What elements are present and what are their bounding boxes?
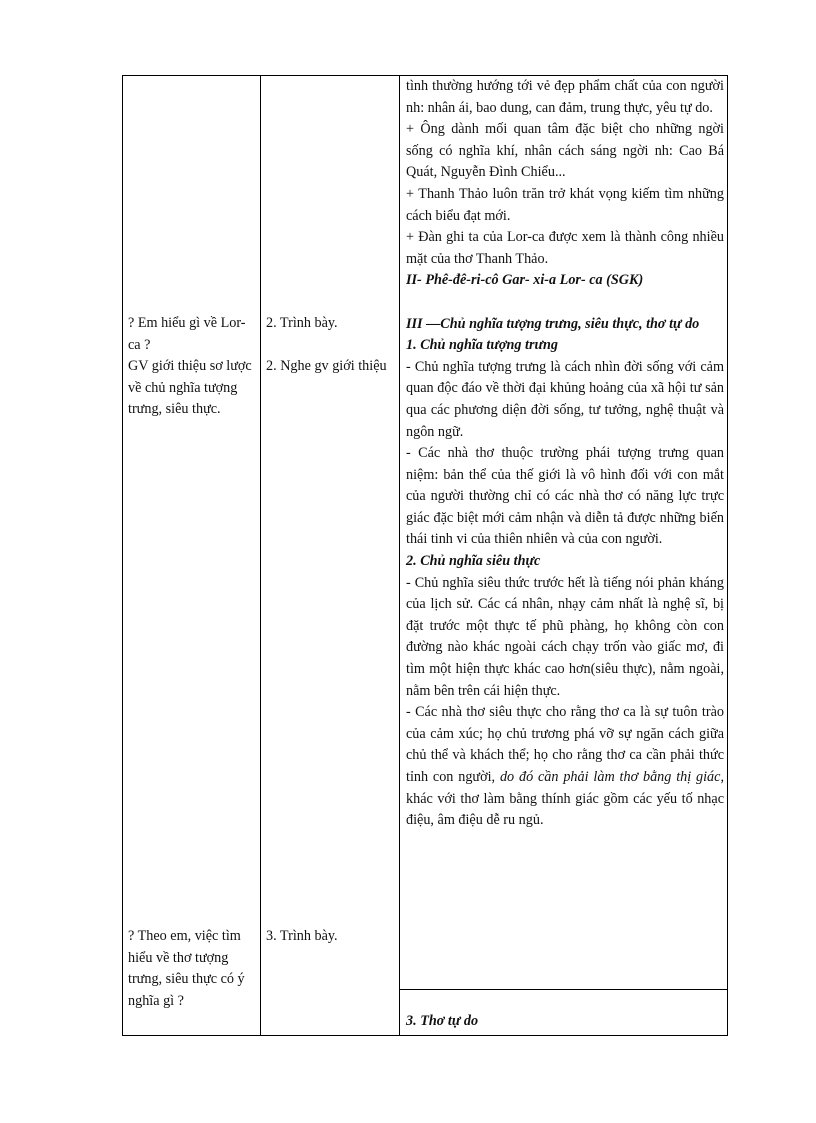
paragraph: - Các nhà thơ thuộc trường phái tượng trưng quan niệm: bản thể của thế giới là vô hình đối với con mắt của người thường chỉ có các nhà thơ có năng lực trực giác đặc biệt mới cảm nhận và diễn tả được những biến thái tinh vi của thiên nhiên và của con người. [406,445,724,548]
lesson-table [122,75,728,1036]
column-divider [399,76,400,1035]
student-activity-1: 2. Trình bày. 2. Nghe gv giới thiệu [266,313,394,378]
section-heading-iii: III —Chủ nghĩa tượng trưng, siêu thực, thơ tự do [406,315,700,332]
subheading-free-verse: 3. Thơ tự do [406,1013,479,1029]
teacher-question-lorca: ? Em hiểu gì về Lor- ca ? GV giới thiệu sơ lược về chủ nghĩa tượng trưng, siêu thực. [128,313,255,421]
subheading-surrealism: 2. Chủ nghĩa siêu thực [406,553,541,570]
student-activity-3: 3. Trình bày. [266,928,338,944]
column-divider [260,76,261,1035]
student-activity-2: 2. Nghe gv giới thiệu [266,358,387,375]
emphasis-text: do đó cần phải làm thơ bằng thị giác [499,769,721,785]
paragraph: - Các nhà thơ siêu thực cho rằng thơ ca là sự tuôn trào của cảm xúc; họ chủ trương phá vỡ sự ngăn cách giữa chủ thể và khách thể; họ cho rằng thơ ca cần phải thức tỉnh con người, do đó cần phải làm thơ bằng thị giác, khác với thơ làm bằng thính giác gồm các yếu tố nhạc điệu, âm điệu dễ ru ngủ. [406,704,724,829]
section-heading-lorca: II- Phê-đê-ri-cô Gar- xi-a Lor- ca (SGK) [406,272,644,289]
paragraph: - Chủ nghĩa siêu thức trước hết là tiếng nói phản kháng của lịch sử. Các cá nhân, nhạy cảm nhất là nghệ sĩ, bị đặt trước một thực tế phũ phàng, họ không còn con đường nào khác ngoài cách chạy trốn vào giấc mơ, đi tìm một hiện thực khác cao hơn(siêu thực), nằm ngoài, nằm bên trên cái hiện thực. [406,574,724,699]
paragraph: tình thường hướng tới vẻ đẹp phẩm chất của con người nh: nhân ái, bao dung, can đảm, trung thực, yêu tự do. [406,78,724,116]
teacher-intro-note: GV giới thiệu sơ lược về chủ nghĩa tượng trưng, siêu thực. [128,358,252,418]
subheading-symbolism: 1. Chủ nghĩa tượng trưng [406,337,558,354]
row-divider [399,989,727,990]
paragraph: - Chủ nghĩa tượng trưng là cách nhìn đời sống với cảm quan độc đáo về thời đại khủng hoảng của xã hội tư sản qua các phương diện đời sống, tư tưởng, nghệ thuật và ngôn ngữ. [406,358,724,440]
paragraph: + Thanh Thảo luôn trăn trở khát vọng kiếm tìm những cách biểu đạt mới. [406,185,724,224]
paragraph: + Đàn ghi ta của Lor-ca được xem là thành công nhiều mặt của thơ Thanh Thảo. [406,229,724,267]
lesson-content [406,76,724,832]
teacher-question-meaning: ? Theo em, việc tìm hiểu về thơ tượng trưng, siêu thực có ý nghĩa gì ? [128,928,245,1009]
paragraph: + Ông dành mối quan tâm đặc biệt cho những ngời sống có nghĩa khí, nhân cách sáng ngời nh: Cao Bá Quát, Nguyễn Đình Chiểu... [406,121,724,181]
